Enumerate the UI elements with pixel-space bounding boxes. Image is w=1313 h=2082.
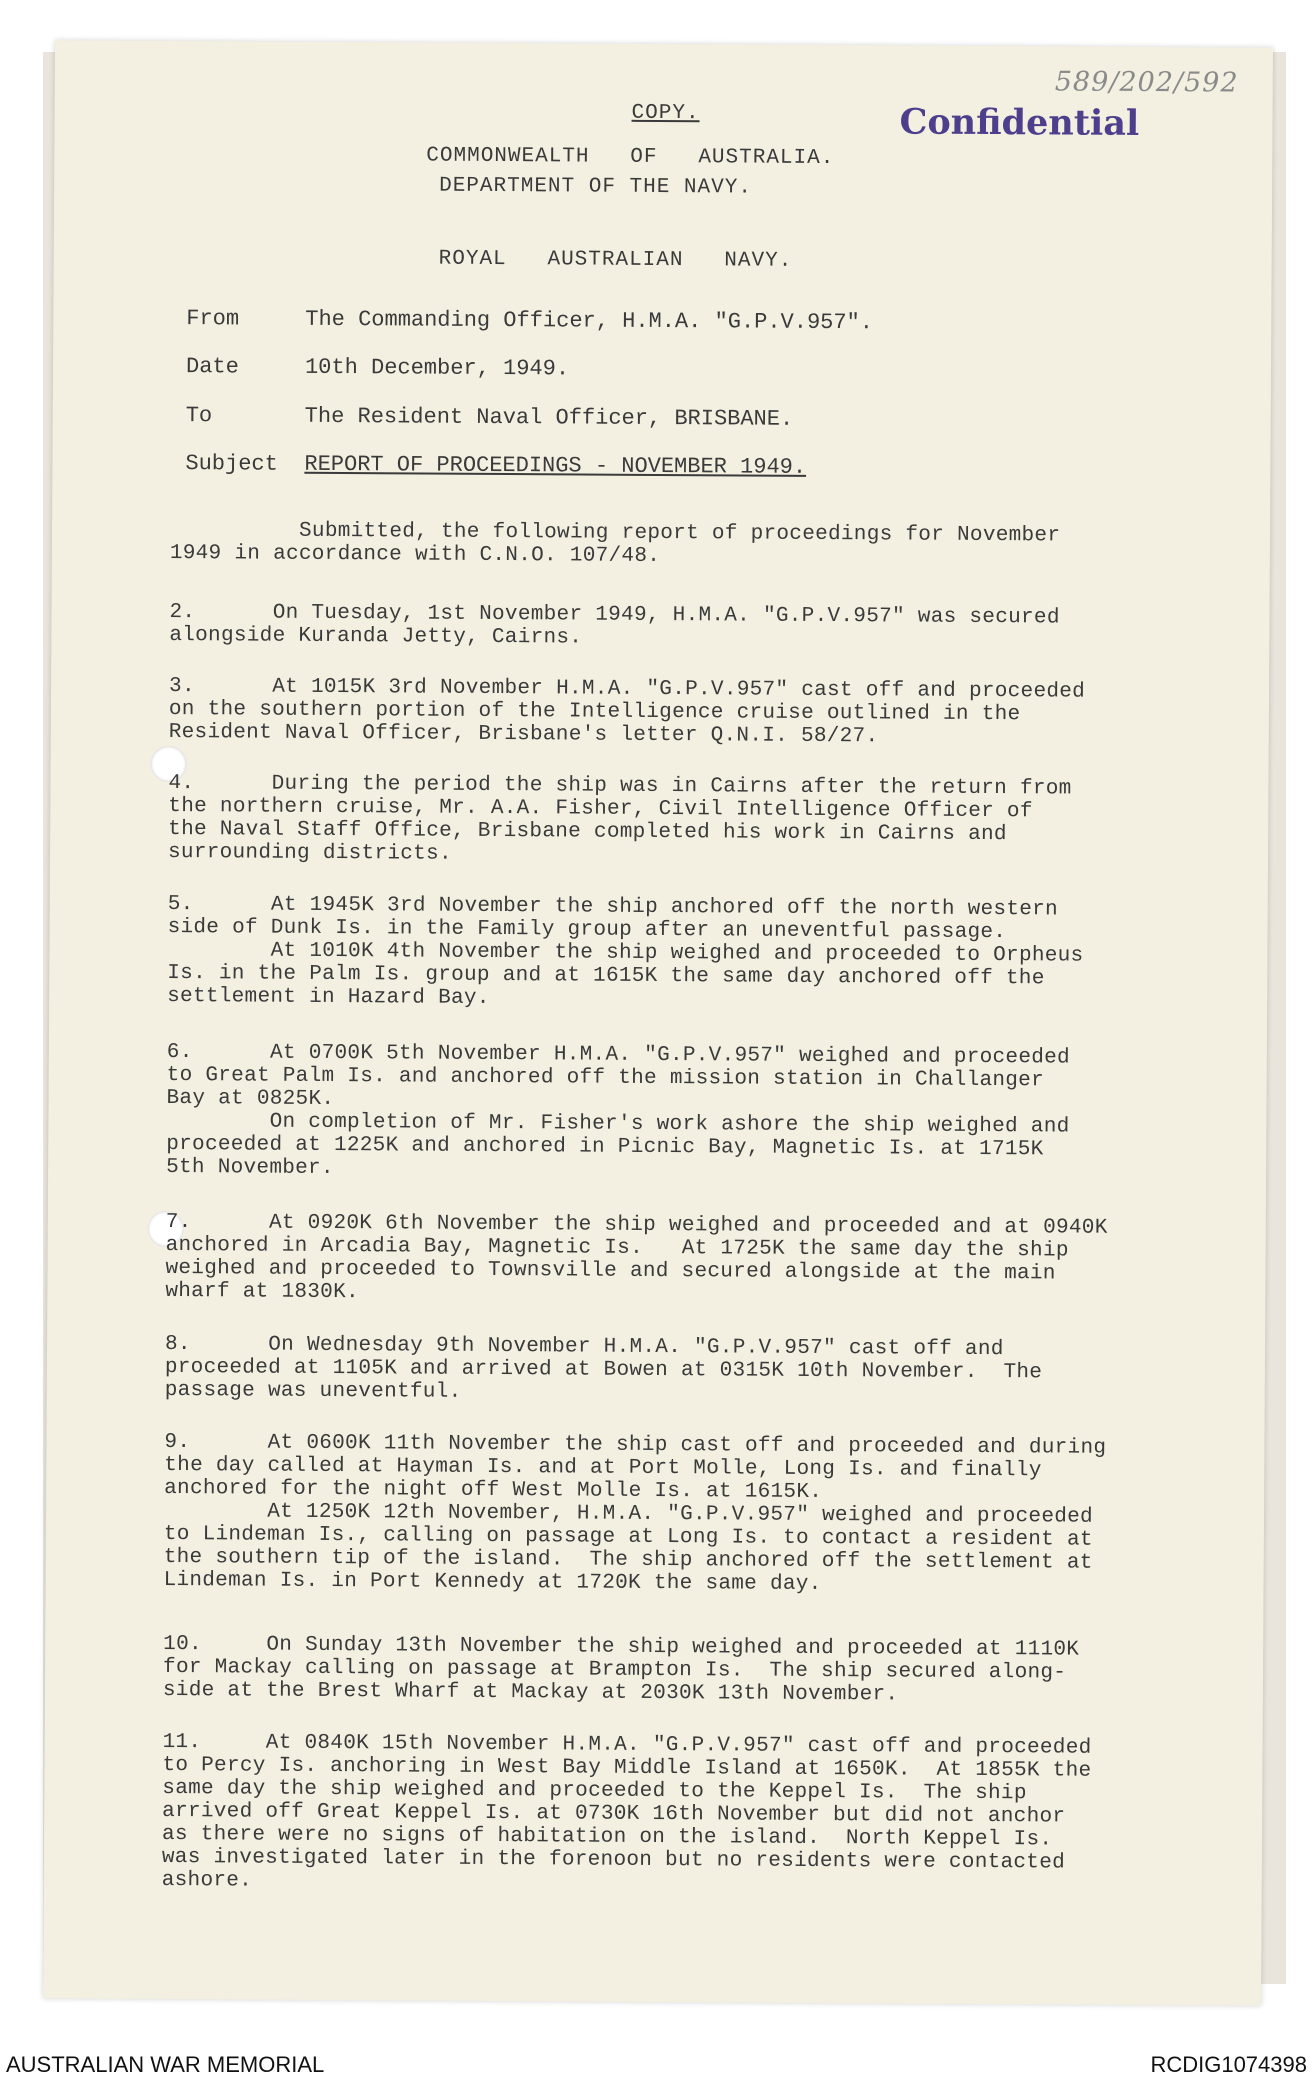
subject-label: Subject xyxy=(185,451,278,477)
service-heading: ROYAL AUSTRALIAN NAVY. xyxy=(438,247,793,273)
department-heading: DEPARTMENT OF THE NAVY. xyxy=(439,174,753,200)
paragraph-8: 8. On Wednesday 9th November H.M.A. "G.P.V.957" cast off and proceeded at 1105K and arrived at Bowen at 0315K 10th November. The passage was uneventful. xyxy=(164,1332,1043,1404)
confidential-stamp: Confidential xyxy=(899,101,1140,144)
subject-value: REPORT OF PROCEEDINGS - NOVEMBER 1949. xyxy=(304,451,807,480)
copy-heading: COPY. xyxy=(631,101,700,126)
paragraph-3: 3. At 1015K 3rd November H.M.A. "G.P.V.957" cast off and proceeded on the southern portion of the Intelligence cruise outlined in the Resident Naval Officer, Brisbane's letter Q.N.I. 58/27. xyxy=(168,674,1086,749)
paragraph-6: 6. At 0700K 5th November H.M.A. "G.P.V.957" weighed and proceeded to Great Palm Is. and anchored off the mission station in Challanger Bay at 0825K. On completion of Mr. Fisher's work ashore the ship weighed and proceeded at 1225K and anchored in Picnic Bay, Magnetic Is. at 1715K 5th November. xyxy=(166,1040,1071,1181)
paragraph-10: 10. On Sunday 13th November the ship weighed and proceeded at 1110K for Mackay calling on passage at Brampton Is. The ship secured along- side at the Brest Wharf at Mackay at 2030K 13th November. xyxy=(162,1632,1080,1707)
commonwealth-heading: COMMONWEALTH OF AUSTRALIA. xyxy=(426,144,835,171)
archive-name: AUSTRALIAN WAR MEMORIAL xyxy=(6,2052,325,2077)
paragraph-7: 7. At 0920K 6th November the ship weighed and proceeded and at 0940K anchored in Arcadia Bay, Magnetic Is. At 1725K the same day the ship weighed and proceeded to Townsville and secured alongside at the main wharf at 1830K. xyxy=(165,1210,1108,1305)
to-value: The Resident Naval Officer, BRISBANE. xyxy=(304,403,794,432)
paragraph-2: 2. On Tuesday, 1st November 1949, H.M.A. "G.P.V.957" was secured alongside Kuranda Jetty, Cairns. xyxy=(169,600,1060,650)
paragraph-5: 5. At 1945K 3rd November the ship anchored off the north western side of Dunk Is. in the Family group after an uneventful passage. At 1010K 4th November the ship weighed and proceeded to Orpheus Is. in the Palm Is. group and at 1615K the same day anchored off the settlement in Hazard Bay. xyxy=(167,892,1084,1010)
handwritten-file-reference: 589/202/592 xyxy=(1054,66,1239,99)
from-value: The Commanding Officer, H.M.A. "G.P.V.957". xyxy=(305,306,874,336)
paragraph-1: Submitted, the following report of proceedings for November 1949 in accordance with C.N.O. 107/48. xyxy=(169,518,1061,568)
from-label: From xyxy=(186,306,240,332)
paragraph-11: 11. At 0840K 15th November H.M.A. "G.P.V.957" cast off and proceeded to Percy Is. anchoring in West Bay Middle Island at 1650K. At 1855K the same day the ship weighed and proceeded to the Keppel Is. The ship arrived off Great Keppel Is. at 0730K 16th November but did not anchor as there were no signs of habitation on the island. North Keppel Is. was investigated later in the forenoon but no residents were contacted ashore. xyxy=(161,1730,1092,1893)
document-sheet xyxy=(43,40,1273,2005)
to-label: To xyxy=(185,403,213,429)
date-value: 10th December, 1949. xyxy=(304,354,570,382)
archive-item-id: RCDIG1074398 xyxy=(1150,2052,1307,2077)
paragraph-9: 9. At 0600K 11th November the ship cast off and proceeded and during the day called at Hayman Is. and at Port Molle, Long Is. and finally anchored for the night off West Molle Is. at 1615K. At 1250K 12th November, H.M.A. "G.P.V.957" weighed and proceeded to Lindeman Is., calling on passage at Long Is. to contact a resident at the southern tip of the island. The ship anchored off the settlement at Lindeman Is. in Port Kennedy at 1720K the same day. xyxy=(163,1430,1107,1596)
date-label: Date xyxy=(185,354,239,380)
paragraph-4: 4. During the period the ship was in Cairns after the return from the northern cruise, Mr. A.A. Fisher, Civil Intelligence Officer of the Naval Staff Office, Brisbane completed his work in Cairns and surrounding districts. xyxy=(167,771,1072,866)
